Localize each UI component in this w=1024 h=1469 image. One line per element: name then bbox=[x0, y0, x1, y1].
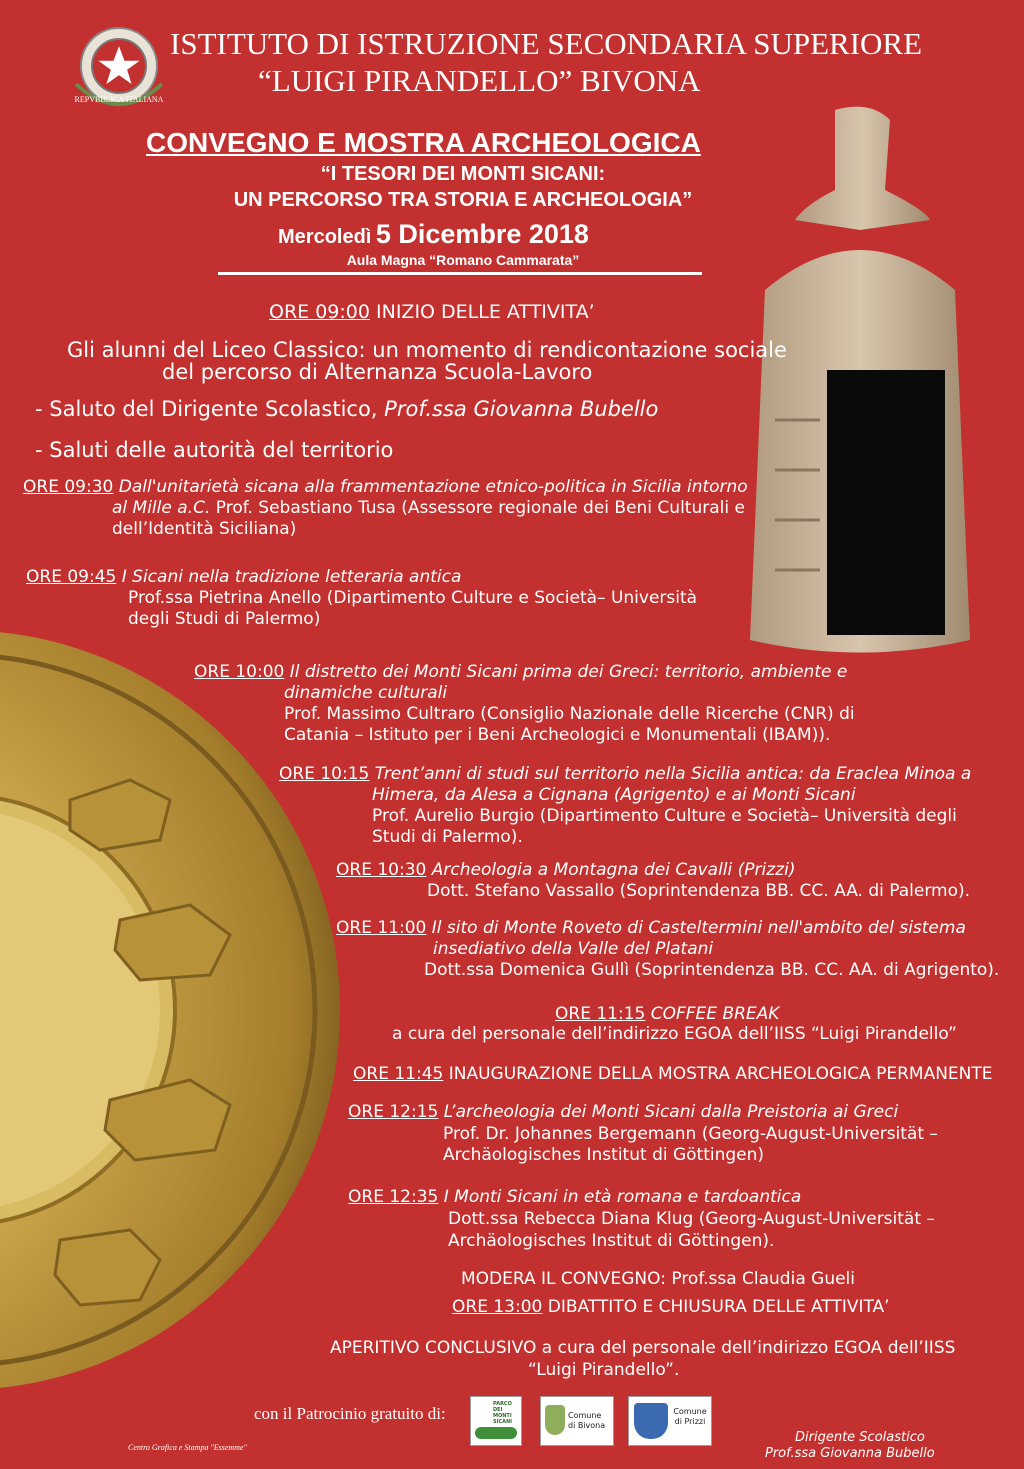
program-line: Studi di Palermo). bbox=[372, 827, 523, 847]
program-line: Prof.ssa Pietrina Anello (Dipartimento Culture e Società– Università bbox=[128, 588, 698, 608]
program-title: Archeologia a Montagna dei Cavalli (Prizzi) bbox=[431, 860, 796, 880]
program-line: a cura del personale dell’indirizzo EGOA dell’IISS “Luigi Pirandello” bbox=[392, 1024, 957, 1044]
program-line: Prof. Aurelio Burgio (Dipartimento Culture e Società– Università degli bbox=[372, 806, 957, 826]
printer-credit: Centro Grafica e Stampa "Essemme" bbox=[128, 1443, 247, 1452]
aperitivo-line1: APERITIVO CONCLUSIVO a cura del personale dell’indirizzo EGOA dell’IISS bbox=[330, 1338, 956, 1358]
program-line: dell’Identità Siciliana) bbox=[112, 519, 297, 539]
program-time: ORE 10:30 bbox=[336, 860, 427, 880]
emblem-ribbon-text: REPVBBLICA ITALIANA bbox=[74, 95, 164, 104]
program-time: ORE 11:45 bbox=[353, 1064, 444, 1084]
logo-prizzi-text: Comune di Prizzi bbox=[673, 1407, 707, 1426]
moderator: MODERA IL CONVEGNO: Prof.ssa Claudia Gueli bbox=[461, 1269, 855, 1289]
opening-title: INIZIO DELLE ATTIVITA’ bbox=[376, 301, 595, 323]
greeting-principal-prefix: - Saluto del Dirigente Scolastico, bbox=[35, 397, 378, 421]
program-title: al Mille a.C. bbox=[112, 498, 211, 518]
program-item bbox=[336, 918, 966, 939]
opening-line1: Gli alunni del Liceo Classico: un momento di rendicontazione sociale bbox=[67, 338, 787, 362]
program-item bbox=[26, 567, 461, 588]
program-title: Trent’anni di studi sul territorio nella Sicilia antica: da Eraclea Minoa a bbox=[374, 764, 972, 784]
logo-comune-prizzi bbox=[628, 1396, 712, 1446]
program-item bbox=[194, 662, 847, 683]
program-time: ORE 11:00 bbox=[336, 918, 427, 938]
program-title: L’archeologia dei Monti Sicani dalla Preistoria ai Greci bbox=[443, 1102, 899, 1122]
institute-name-line1: ISTITUTO DI ISTRUZIONE SECONDARIA SUPERIORE bbox=[170, 26, 923, 61]
opening-heading bbox=[269, 299, 595, 325]
program-time: ORE 09:45 bbox=[26, 567, 117, 587]
logo-parco-monti-sicani bbox=[470, 1396, 522, 1446]
event-date-main: 5 Dicembre 2018 bbox=[375, 219, 589, 249]
program-line: Catania – Istituto per i Beni Archeologici e Monumentali (IBAM)). bbox=[284, 725, 831, 745]
program-line: Prof. Massimo Cultraro (Consiglio Nazionale delle Ricerche (CNR) di bbox=[284, 704, 855, 724]
program-title: I Sicani nella tradizione letteraria antica bbox=[121, 567, 462, 587]
logo-parco-graphic bbox=[475, 1427, 517, 1439]
program-line: Archäologisches Institut di Göttingen) bbox=[443, 1145, 765, 1165]
logo-comune-bivona bbox=[540, 1396, 614, 1446]
prizzi-crest-icon bbox=[634, 1403, 668, 1439]
signature-role: Dirigente Scolastico bbox=[795, 1430, 925, 1445]
program-line: dinamiche culturali bbox=[284, 683, 448, 703]
program-line: Dott.ssa Domenica Gullì (Soprintendenza BB. CC. AA. di Agrigento). bbox=[424, 960, 1000, 980]
program-title: I Monti Sicani in età romana e tardoantica bbox=[443, 1187, 802, 1207]
program-line bbox=[112, 498, 745, 519]
program-title: Il distretto dei Monti Sicani prima dei Greci: territorio, ambiente e bbox=[289, 662, 848, 682]
program-time: ORE 10:15 bbox=[279, 764, 370, 784]
event-subtitle-line1: “I TESORI DEI MONTI SICANI: bbox=[320, 163, 606, 185]
greeting-principal-name: Prof.ssa Giovanna Bubello bbox=[384, 397, 659, 421]
program-item bbox=[353, 1064, 993, 1085]
opening-time: ORE 09:00 bbox=[269, 301, 370, 323]
opening-line2: del percorso di Alternanza Scuola-Lavoro bbox=[162, 360, 593, 384]
program-line: degli Studi di Palermo) bbox=[128, 609, 321, 629]
program-time: ORE 09:30 bbox=[23, 477, 114, 497]
program-line: insediativo della Valle del Platani bbox=[433, 939, 714, 959]
patronage-label: con il Patrocinio gratuito di: bbox=[254, 1404, 446, 1423]
program-line: Archäologisches Institut di Göttingen). bbox=[448, 1231, 775, 1251]
program-item bbox=[348, 1187, 801, 1208]
program-speaker: Prof. Sebastiano Tusa (Assessore regionale dei Beni Culturali e bbox=[215, 498, 745, 518]
program-line: Dott. Stefano Vassallo (Soprintendenza BB. CC. AA. di Palermo). bbox=[427, 881, 971, 901]
logo-bivona-text: Comune di Bivona bbox=[568, 1411, 606, 1430]
program-line: Prof. Dr. Johannes Bergemann (Georg-August-Universität – bbox=[443, 1124, 938, 1144]
signature-name: Prof.ssa Giovanna Bubello bbox=[765, 1446, 935, 1461]
program-title: Dall'unitarietà sicana alla frammentazione etnico-politica in Sicilia intorno bbox=[118, 477, 748, 497]
event-subtitle-line2: UN PERCORSO TRA STORIA E ARCHEOLOGIA” bbox=[233, 189, 693, 211]
program-title: INAUGURAZIONE DELLA MOSTRA ARCHEOLOGICA PERMANENTE bbox=[448, 1064, 993, 1084]
program-time: ORE 12:35 bbox=[348, 1187, 439, 1207]
event-title: CONVEGNO E MOSTRA ARCHEOLOGICA bbox=[146, 127, 701, 158]
greeting-authorities: - Saluti delle autorità del territorio bbox=[35, 438, 394, 462]
program-item bbox=[336, 860, 795, 881]
logo-parco-text: PARCO DEI MONTI SICANI bbox=[493, 1401, 513, 1425]
event-date-day: Mercoledì bbox=[278, 226, 372, 248]
program-item bbox=[555, 1004, 779, 1025]
program-title: COFFEE BREAK bbox=[650, 1004, 780, 1024]
program-item bbox=[279, 764, 971, 785]
program-line: Dott.ssa Rebecca Diana Klug (Georg-August-Universität – bbox=[448, 1209, 935, 1229]
program-time: ORE 10:00 bbox=[194, 662, 285, 682]
program-item bbox=[348, 1102, 898, 1123]
program-item bbox=[23, 477, 748, 498]
greeting-principal bbox=[35, 396, 658, 422]
program-title: Il sito di Monte Roveto di Casteltermini nell'ambito del sistema bbox=[431, 918, 966, 938]
program-time: ORE 11:15 bbox=[555, 1004, 646, 1024]
header-divider bbox=[218, 272, 702, 275]
closing-time: ORE 13:00 bbox=[452, 1297, 543, 1317]
bivona-crest-icon bbox=[545, 1405, 565, 1435]
aperitivo-line2: “Luigi Pirandello”. bbox=[528, 1360, 680, 1380]
program-time: ORE 12:15 bbox=[348, 1102, 439, 1122]
institute-name-line2: “LUIGI PIRANDELLO” BIVONA bbox=[258, 63, 701, 98]
program-line: Himera, da Alesa a Cignana (Agrigento) e ai Monti Sicani bbox=[372, 785, 856, 805]
closing-title: DIBATTITO E CHIUSURA DELLE ATTIVITA’ bbox=[547, 1297, 890, 1317]
closing-item bbox=[452, 1297, 890, 1318]
event-venue: Aula Magna “Romano Cammarata” bbox=[346, 252, 580, 268]
event-date bbox=[278, 219, 589, 250]
